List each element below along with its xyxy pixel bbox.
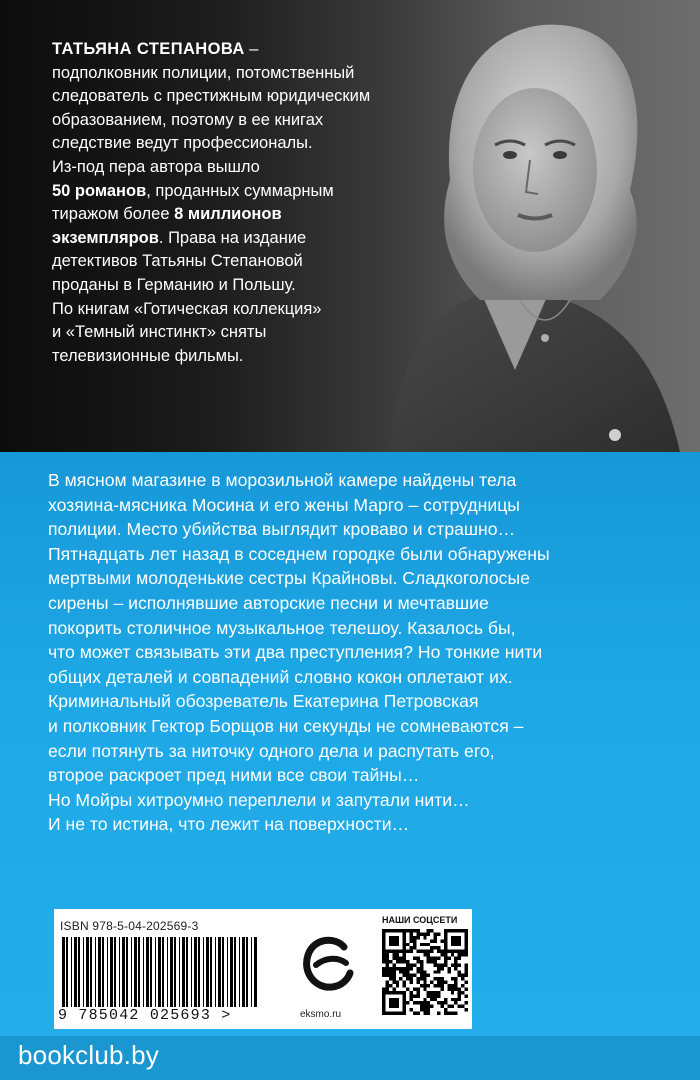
bio-line: следствие ведут профессионалы. bbox=[52, 134, 313, 153]
annotation-line: сирены – исполнявшие авторские песни и мечтавшие bbox=[48, 592, 489, 613]
bio-line: и «Темный инстинкт» сняты bbox=[52, 323, 267, 342]
annotation-line: мертвыми молоденькие сестры Крайновы. Сладкоголосые bbox=[48, 568, 530, 589]
bio-line: детективов Татьяны Степановой bbox=[52, 252, 303, 271]
annotation-line: второе раскроет пред ними все свои тайны… bbox=[48, 765, 420, 786]
ean-digits: 9 785042 025693 > bbox=[58, 1007, 232, 1024]
bio-line: следователь с престижным юридическим bbox=[52, 87, 371, 106]
annotation-line: В мясном магазине в морозильной камере найдены тела bbox=[48, 470, 517, 490]
annotation-line: если потянуть за ниточку одного дела и распутать его, bbox=[48, 740, 495, 761]
bio-line: образованием, поэтому в ее книгах bbox=[52, 110, 324, 129]
bio-line: ТАТЬЯНА СТЕПАНОВА – bbox=[52, 40, 259, 58]
eksmo-logo-icon bbox=[300, 933, 354, 993]
publisher-site: eksmo.ru bbox=[300, 1009, 342, 1020]
author-section bbox=[0, 0, 700, 452]
annotation-line: что может связывать эти два преступления? Но тонкие нити bbox=[48, 642, 543, 663]
bio-line: подполковник полиции, потомственный bbox=[52, 63, 355, 82]
isbn-number: ISBN 978-5-04-202569-3 bbox=[60, 919, 199, 933]
bio-line: телевизионные фильмы. bbox=[52, 346, 244, 365]
social-label: НАШИ СОЦСЕТИ bbox=[382, 915, 458, 925]
qr-code-icon bbox=[382, 929, 468, 1015]
bio-line: экземпляров. Права на издание bbox=[52, 228, 307, 247]
bio-line: Из-под пера автора вышло bbox=[52, 157, 260, 176]
annotation-section bbox=[0, 452, 700, 1080]
barcode-card bbox=[54, 909, 472, 1029]
annotation-line: общих деталей и совпадений словно кокон оплетают их. bbox=[48, 666, 513, 687]
author-name: ТАТЬЯНА СТЕПАНОВА bbox=[52, 40, 245, 58]
annotation-line: Но Мойры хитроумно переплели и запутали нити… bbox=[48, 789, 470, 810]
bio-line: проданы в Германию и Польшу. bbox=[52, 275, 296, 294]
bio-line: тиражом более 8 миллионов bbox=[52, 205, 282, 224]
author-bio bbox=[52, 38, 432, 368]
annotation-line: Пятнадцать лет назад в соседнем городке были обнаружены bbox=[48, 543, 550, 564]
annotation-line: Криминальный обозреватель Екатерина Петровская bbox=[48, 691, 479, 712]
annotation-line: и полковник Гектор Борщов ни секунды не сомневаются – bbox=[48, 715, 524, 736]
bio-line: 50 романов, проданных суммарным bbox=[52, 181, 334, 200]
annotation-line: И не то истина, что лежит на поверхности… bbox=[48, 814, 410, 835]
millions-count: 8 миллионов bbox=[174, 205, 282, 224]
annotation-line: полиции. Место убийства выглядит кроваво и страшно… bbox=[48, 519, 516, 540]
site-watermark: bookclub.by bbox=[18, 1040, 159, 1070]
annotation-line: хозяина-мясника Мосина и его жены Марго – сотрудницы bbox=[48, 494, 520, 515]
novels-count: 50 романов bbox=[52, 181, 147, 200]
bio-line: По книгам «Готическая коллекция» bbox=[52, 299, 322, 318]
book-annotation bbox=[48, 468, 668, 837]
barcode-image bbox=[60, 937, 260, 1007]
annotation-line: покорить столичное музыкальное телешоу. Казалось бы, bbox=[48, 617, 516, 638]
